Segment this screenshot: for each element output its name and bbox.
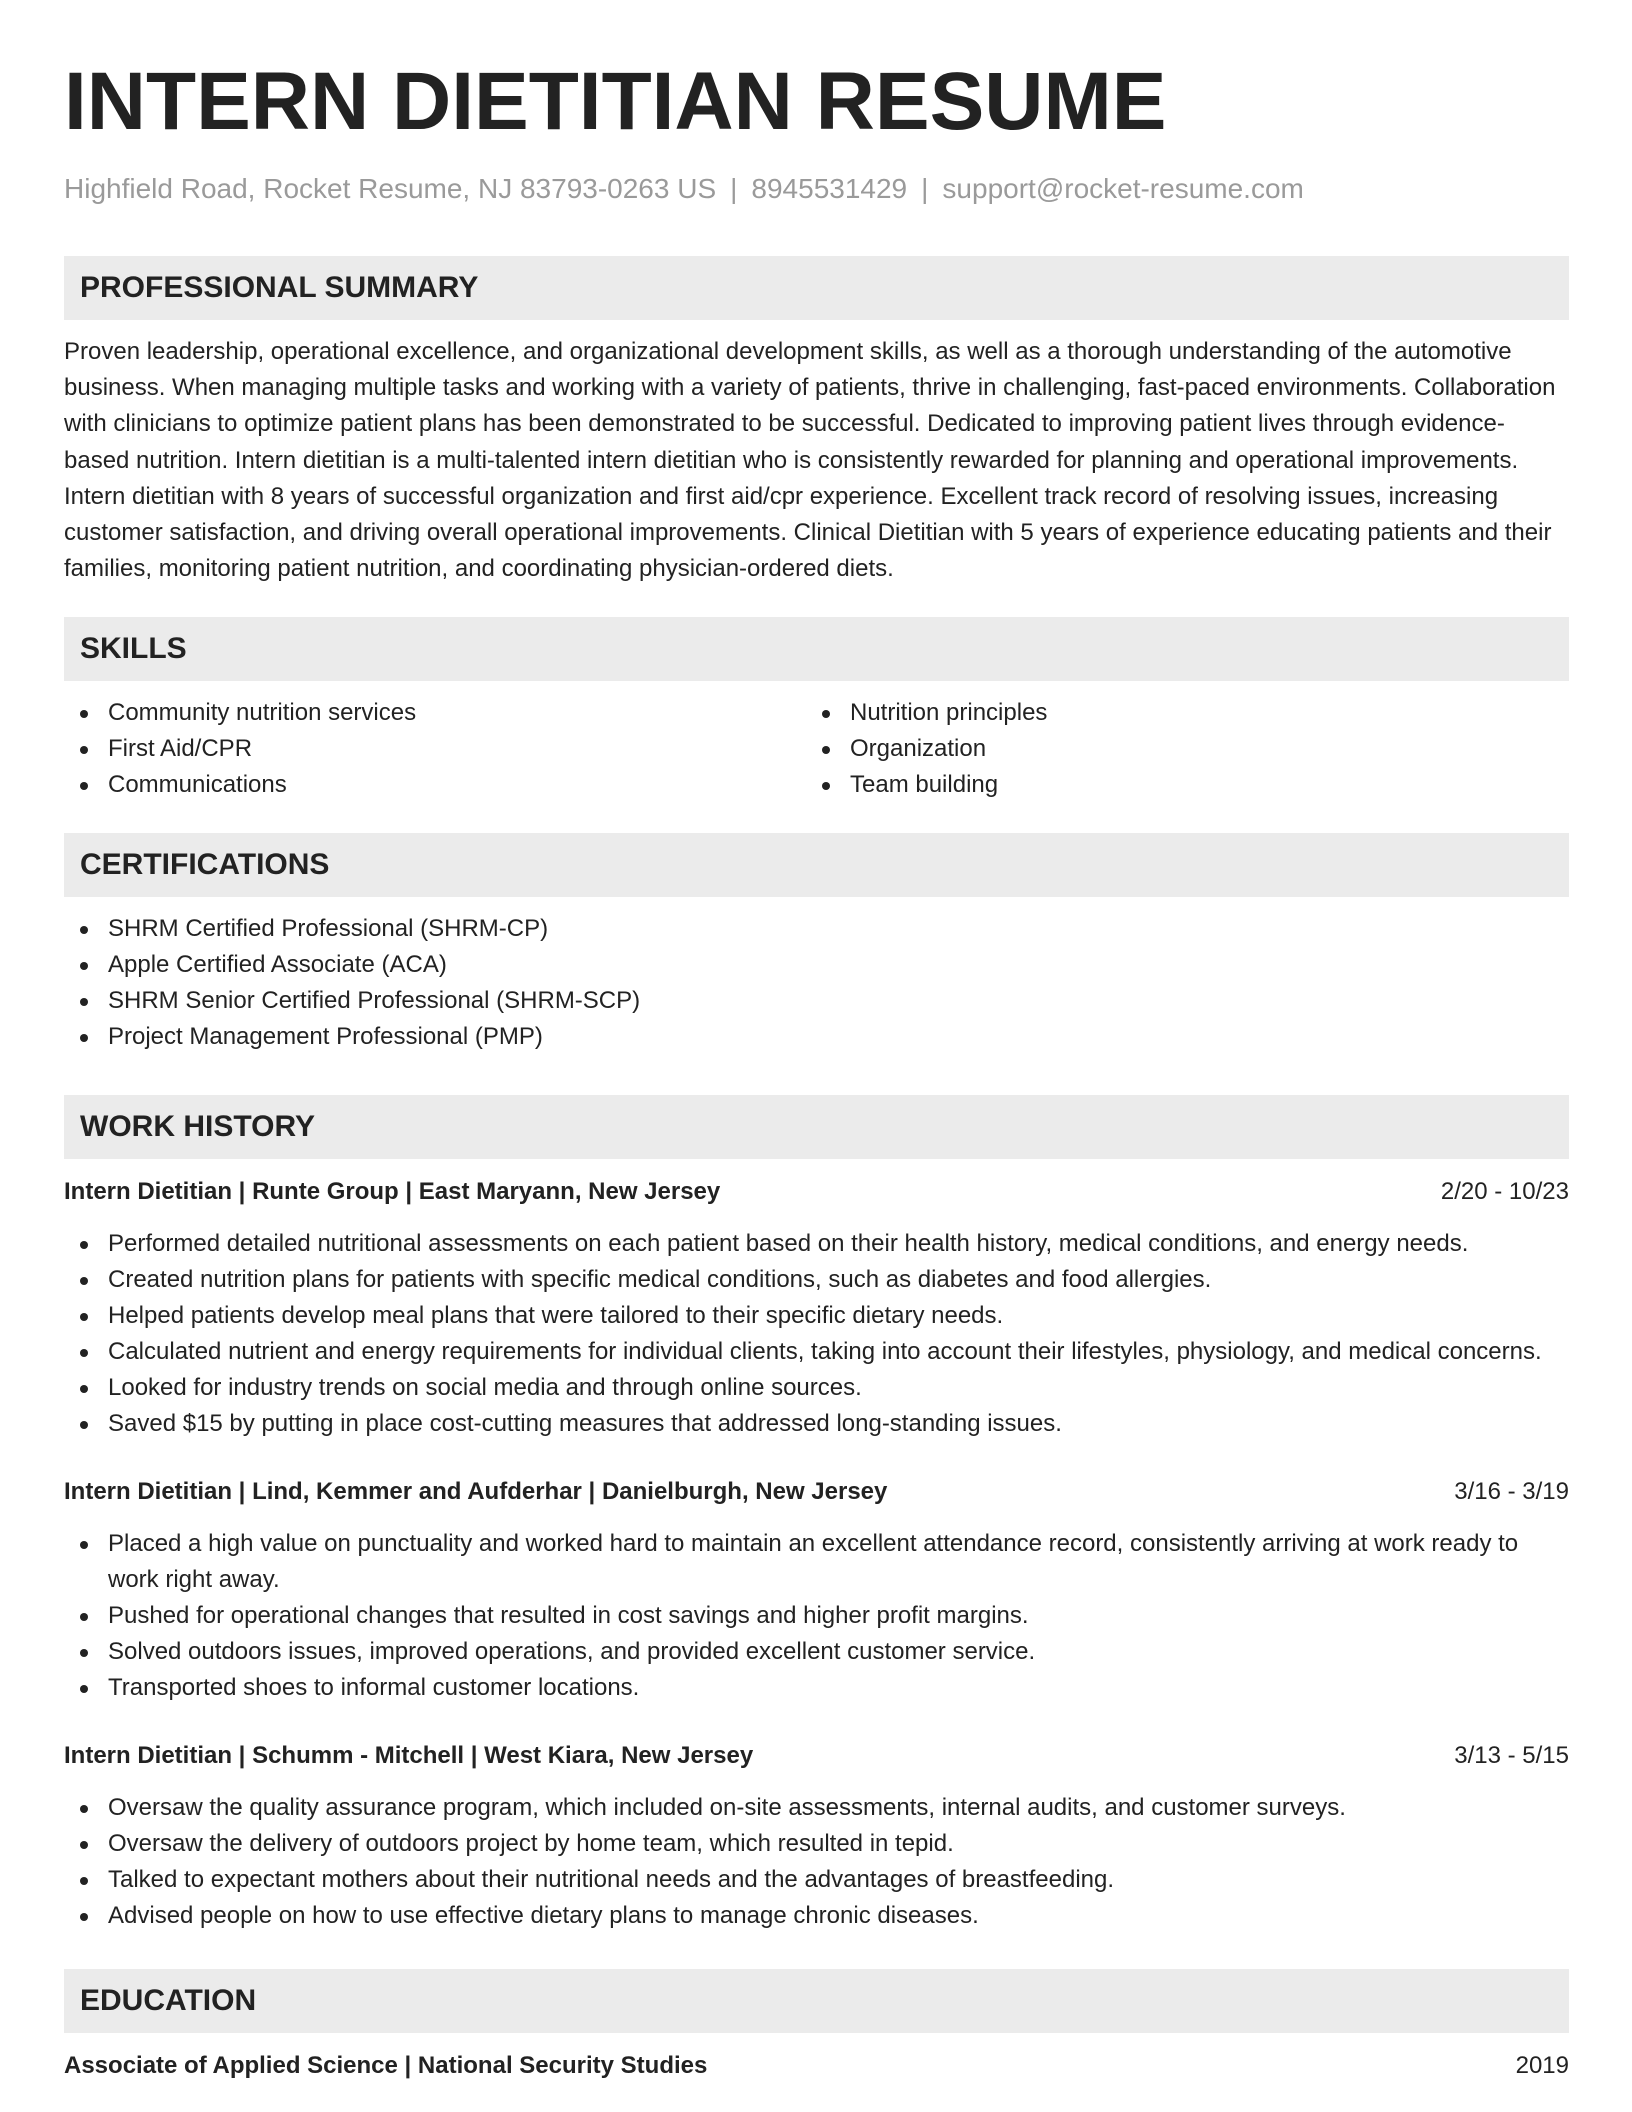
summary-heading: PROFESSIONAL SUMMARY (64, 256, 1569, 320)
job-bullet: Placed a high value on punctuality and worked hard to maintain an excellent attendance record, consistently arriving at work ready to work right away. (64, 1526, 1569, 1598)
job-bullets (64, 1526, 1569, 1706)
skills-grid (64, 695, 1569, 803)
job-bullets (64, 1790, 1569, 1934)
job-entry (64, 1738, 1569, 1934)
certification-item: Project Management Professional (PMP) (64, 1019, 1569, 1055)
job-bullet: Transported shoes to informal customer locations. (64, 1670, 1569, 1706)
job-entry (64, 1174, 1569, 1442)
certifications-heading: CERTIFICATIONS (64, 833, 1569, 897)
skills-right-list (806, 695, 1548, 803)
degree-title: Associate of Applied Science | National Security Studies (64, 2052, 708, 2080)
certification-item: SHRM Certified Professional (SHRM-CP) (64, 911, 1569, 947)
education-year: 2019 (1515, 2052, 1569, 2080)
skill-item: Team building (806, 767, 1548, 803)
work-history-heading: WORK HISTORY (64, 1095, 1569, 1159)
skill-item: Nutrition principles (806, 695, 1548, 731)
job-header (64, 1474, 1569, 1510)
education-heading: EDUCATION (64, 1969, 1569, 2033)
resume-title: INTERN DIETITIAN RESUME (64, 56, 1167, 147)
job-title: Intern Dietitian | Schumm - Mitchell | West Kiara, New Jersey (64, 1742, 754, 1770)
job-dates: 3/16 - 3/19 (1454, 1478, 1569, 1506)
job-bullet: Advised people on how to use effective dietary plans to manage chronic diseases. (64, 1898, 1569, 1934)
job-bullet: Pushed for operational changes that resulted in cost savings and higher profit margins. (64, 1598, 1569, 1634)
job-dates: 3/13 - 5/15 (1454, 1742, 1569, 1770)
contact-line (64, 171, 1569, 207)
job-bullet: Oversaw the quality assurance program, which included on-site assessments, internal audits, and customer surveys. (64, 1790, 1569, 1826)
job-header (64, 1738, 1569, 1774)
job-bullet: Talked to expectant mothers about their nutritional needs and the advantages of breastfeeding. (64, 1862, 1569, 1898)
certification-item: Apple Certified Associate (ACA) (64, 947, 1569, 983)
email-link[interactable]: support@rocket-resume.com (942, 173, 1304, 204)
job-title: Intern Dietitian | Runte Group | East Maryann, New Jersey (64, 1178, 721, 1206)
certification-item: SHRM Senior Certified Professional (SHRM-SCP) (64, 983, 1569, 1019)
skill-item: Communications (64, 767, 806, 803)
job-title: Intern Dietitian | Lind, Kemmer and Aufderhar | Danielburgh, New Jersey (64, 1478, 888, 1506)
job-bullet: Performed detailed nutritional assessments on each patient based on their health history, medical conditions, and energy needs. (64, 1226, 1569, 1262)
skills-left-list (64, 695, 806, 803)
job-bullet: Helped patients develop meal plans that were tailored to their specific dietary needs. (64, 1298, 1569, 1334)
job-entry (64, 1474, 1569, 1706)
job-bullet: Looked for industry trends on social media and through online sources. (64, 1370, 1569, 1406)
job-bullet: Solved outdoors issues, improved operations, and provided excellent customer service. (64, 1634, 1569, 1670)
job-dates: 2/20 - 10/23 (1440, 1178, 1569, 1206)
skill-item: Organization (806, 731, 1548, 767)
separator: | (921, 173, 929, 204)
skills-heading: SKILLS (64, 617, 1569, 681)
job-bullet: Calculated nutrient and energy requirements for individual clients, taking into account their lifestyles, physiology, and medical concerns. (64, 1334, 1569, 1370)
job-bullet: Saved $15 by putting in place cost-cutting measures that addressed long-standing issues. (64, 1406, 1569, 1442)
skill-item: Community nutrition services (64, 695, 806, 731)
job-header (64, 1174, 1569, 1210)
job-bullet: Oversaw the delivery of outdoors project by home team, which resulted in tepid. (64, 1826, 1569, 1862)
separator: | (730, 173, 738, 204)
certifications-list (64, 911, 1569, 1055)
skill-item: First Aid/CPR (64, 731, 806, 767)
address-text: Highfield Road, Rocket Resume, NJ 83793-0263 US (64, 173, 717, 204)
education-entry (64, 2048, 1569, 2084)
summary-text: Proven leadership, operational excellence, and organizational development skills, as well as a thorough understanding of the automotive business. When managing multiple tasks and working with a variety of patients, thrive in challenging, fast-paced environments. Collaboration with clinicians to optimize patient plans has been demonstrated to be successful. Dedicated to improving patient lives through evidence-based nutrition. Intern dietitian is a multi-talented intern dietitian who is consistently rewarded for planning and operational improvements. Intern dietitian with 8 years of successful organization and first aid/cpr experience. Excellent track record of resolving issues, increasing customer satisfaction, and driving overall operational improvements. Clinical Dietitian with 5 years of experience educating patients and their families, monitoring patient nutrition, and coordinating physician-ordered diets. (64, 338, 1556, 583)
job-bullets (64, 1226, 1569, 1442)
phone-text: 8945531429 (751, 173, 908, 204)
job-bullet: Created nutrition plans for patients with specific medical conditions, such as diabetes and food allergies. (64, 1262, 1569, 1298)
